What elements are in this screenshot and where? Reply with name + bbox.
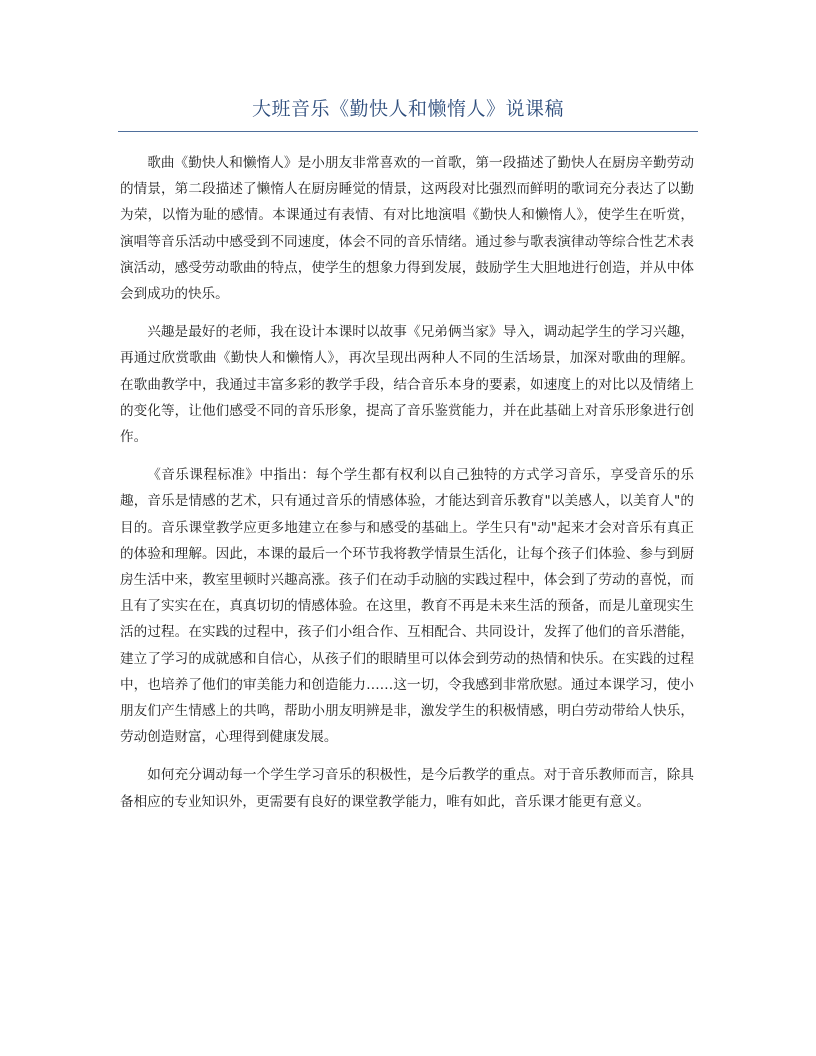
document-title: 大班音乐《勤快人和懒惰人》说课稿 (251, 98, 564, 120)
paragraph-1: 歌曲《勤快人和懒惰人》是小朋友非常喜欢的一首歌，第一段描述了勤快人在厨房辛勤劳动的情景，第二段描述了懒惰人在厨房睡觉的情景，这两段对比强烈而鲜明的歌词充分表达了以勤为荣，以惰为耻的感情。本课通过有表情、有对比地演唱《勤快人和懒惰人》，使学生在听赏，演唱等音乐活动中感受到不同速度，体会不同的音乐情绪。通过参与歌表演律动等综合性艺术表演活动，感受劳动歌曲的特点，使学生的想象力得到发展，鼓励学生大胆地进行创造，并从中体会到成功的快乐。 (120, 155, 694, 303)
document-body (120, 150, 694, 827)
paragraph-2: 兴趣是最好的老师，我在设计本课时以故事《兄弟俩当家》导入，调动起学生的学习兴趣，再通过欣赏歌曲《勤快人和懒惰人》，再次呈现出两种人不同的生活场景，加深对歌曲的理解。在歌曲教学中，我通过丰富多彩的教学手段，结合音乐本身的要素，如速度上的对比以及情绪上的变化等，让他们感受不同的音乐形象，提高了音乐鉴赏能力，并在此基础上对音乐形象进行创作。 (120, 324, 694, 446)
paragraph-4: 如何充分调动每一个学生学习音乐的积极性，是今后教学的重点。对于音乐教师而言，除具备相应的专业知识外，更需要有良好的课堂教学能力，唯有如此，音乐课才能更有意义。 (120, 767, 694, 810)
paragraph-3: 《音乐课程标准》中指出：每个学生都有权利以自己独特的方式学习音乐，享受音乐的乐趣，音乐是情感的艺术，只有通过音乐的情感体验，才能达到音乐教育"以美感人，以美育人"的目的。音乐课堂教学应更多地建立在参与和感受的基础上。学生只有"动"起来才会对音乐有真正的体验和理解。因此，本课的最后一个环节我将教学情景生活化，让每个孩子们体验、参与到厨房生活中来，教室里顿时兴趣高涨。孩子们在动手动脑的实践过程中，体会到了劳动的喜悦，而且有了实实在在，真真切切的情感体验。在这里，教育不再是未来生活的预备，而是儿童现实生活的过程。在实践的过程中，孩子们小组合作、互相配合、共同设计，发挥了他们的音乐潜能，建立了学习的成就感和自信心，从孩子们的眼睛里可以体会到劳动的热情和快乐。在实践的过程中，也培养了他们的审美能力和创造能力……这一切，令我感到非常欣慰。通过本课学习，使小朋友们产生情感上的共鸣，帮助小朋友明辨是非，激发学生的积极情感，明白劳动带给人快乐，劳动创造财富，心理得到健康发展。 (120, 467, 694, 746)
title-divider (118, 131, 698, 132)
